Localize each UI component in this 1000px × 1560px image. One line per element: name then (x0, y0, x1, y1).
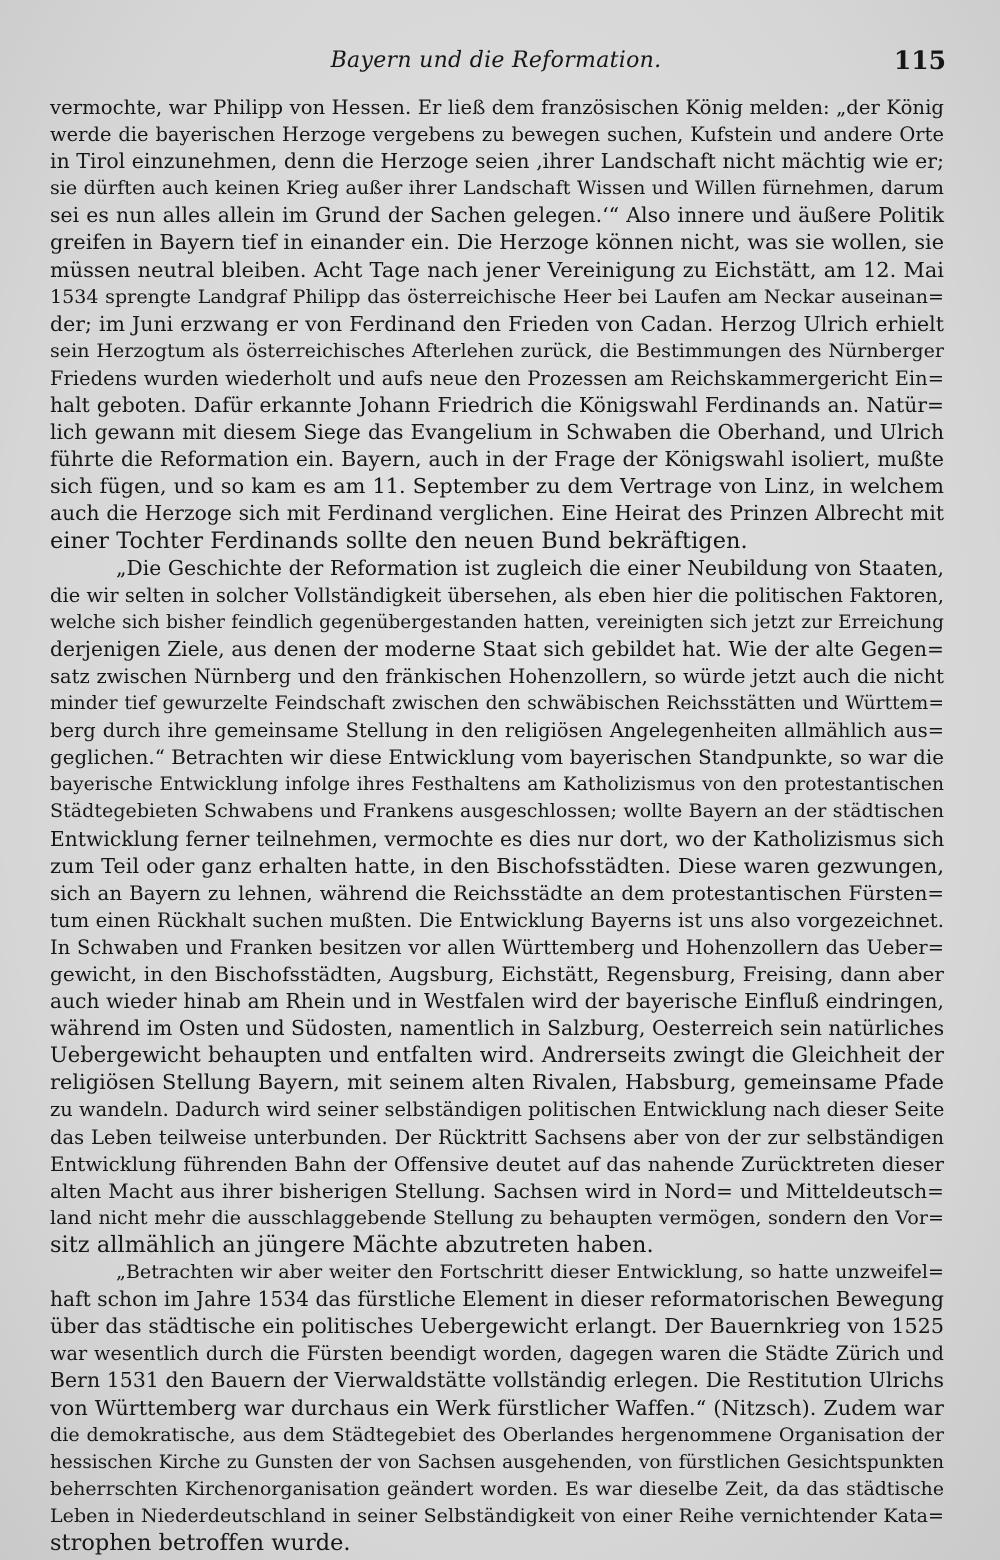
text-line: vermochte, war Philipp von Hessen. Er ließ dem französischen König melden: „der König (50, 96, 944, 119)
text-line: von Württemberg war durchaus ein Werk fürstlicher Waffen.“ (Nitzsch). Zudem war (50, 1395, 944, 1420)
text-line: Friedens wurden wiederholt und aufs neue den Prozessen am Reichskammergericht Ein= (50, 366, 944, 390)
paragraph (50, 555, 944, 1259)
paragraph (50, 94, 944, 555)
text-line: minder tief gewurzelte Feindschaft zwischen den schwäbischen Reichsstätten und Württem= (50, 693, 944, 715)
text-line: 1534 sprengte Landgraf Philipp das österreichische Heer bei Laufen am Neckar auseinan= (50, 285, 944, 308)
text-line: haft schon im Jahre 1534 das fürstliche Element in dieser reformatorischen Bewegung (50, 1287, 944, 1312)
text-line: sitz allmählich an jüngere Mächte abzutreten haben. (50, 1231, 654, 1258)
text-line: religiösen Stellung Bayern, mit seinem alten Rivalen, Habsburg, gemeinsame Pfade (50, 1070, 944, 1095)
paragraph (50, 1259, 944, 1557)
text-line: halt geboten. Dafür erkannte Johann Friedrich die Königswahl Ferdinands an. Natür= (50, 393, 944, 418)
text-line: welche sich bisher feindlich gegenübergestanden hatten, vereinigten sich jetzt zur Erreichung (50, 611, 944, 633)
text-line: berg durch ihre gemeinsame Stellung in den religiösen Angelegenheiten allmählich aus= (50, 719, 944, 743)
text-line: „Die Geschichte der Reformation ist zugleich die einer Neubildung von Staaten, (116, 555, 944, 580)
text-line: greifen in Bayern tief in einander ein. Die Herzoge können nicht, was sie wollen, sie (50, 230, 945, 255)
text-line: satz zwischen Nürnberg und den fränkischen Hohenzollern, so würde jetzt auch die nicht (50, 664, 944, 688)
text-line: der; im Juni erzwang er von Ferdinand den Frieden von Cadan. Herzog Ulrich erhielt (50, 311, 944, 336)
text-line: müssen neutral bleiben. Acht Tage nach jener Vereinigung zu Eichstätt, am 12. Mai (50, 257, 944, 282)
text-line: derjenigen Ziele, aus denen der moderne Staat sich gebildet hat. Wie der alte Gegen= (50, 636, 944, 661)
text-line: führte die Reformation ein. Bayern, auch in der Frage der Königswahl isoliert, mußte (50, 447, 944, 472)
text-line: beherrschten Kirchenorganisation geändert worden. Es war dieselbe Zeit, da das städtische (50, 1478, 944, 1500)
text-line: sich an Bayern zu lehnen, während die Reichsstädte an dem protestantischen Fürsten= (50, 881, 944, 905)
running-header (46, 44, 946, 80)
text-line: auch die Herzoge sich mit Ferdinand verglichen. Eine Heirat des Prinzen Albrecht mit (50, 501, 944, 526)
text-line: Bern 1531 den Bauern der Vierwaldstätte vollständig erlegen. Die Restitution Ulrichs (50, 1368, 944, 1393)
text-line: Uebergewicht behaupten und entfalten wird. Andrerseits zwingt die Gleichheit der (50, 1043, 944, 1068)
text-line: auch wieder hinab am Rhein und in Westfalen wird der bayerische Einfluß eindringen, (50, 989, 944, 1014)
text-line: zum Teil oder ganz erhalten hatte, in den Bischofsstädten. Diese waren gezwungen, (50, 853, 944, 878)
text-line: In Schwaben und Franken besitzen vor allen Württemberg und Hohenzollern das Ueber= (50, 935, 944, 959)
body-text (50, 94, 944, 1557)
text-line: Entwicklung ferner teilnehmen, vermochte es dies nur dort, wo der Katholizismus sich (50, 826, 945, 851)
text-line: die wir selten in solcher Vollständigkeit übersehen, als eben hier die politischen Faktoren, (50, 583, 944, 607)
page-number: 115 (893, 46, 946, 75)
text-line: die demokratische, aus dem Städtegebiet des Oberlandes hergenommene Organisation der (50, 1423, 944, 1446)
text-line: sich fügen, und so kam es am 11. September zu dem Vertrage von Linz, in welchem (50, 474, 944, 499)
text-line: Entwicklung führenden Bahn der Offensive deutet auf das nahende Zurücktreten dieser (50, 1152, 944, 1176)
text-line: Städtegebieten Schwabens und Frankens ausgeschlossen; wollte Bayern an der städtischen (50, 800, 944, 823)
text-line: einer Tochter Ferdinands sollte den neuen Bund bekräftigen. (50, 527, 748, 554)
text-line: bayerische Entwicklung infolge ihres Festhaltens am Katholizismus von den protestantischen (50, 774, 944, 796)
text-line: das Leben teilweise unterbunden. Der Rücktritt Sachsens aber von der zur selbständigen (50, 1125, 944, 1149)
text-line: war wesentlich durch die Fürsten beendigt worden, dagegen waren die Städte Zürich und (50, 1342, 944, 1366)
text-line: lich gewann mit diesem Siege das Evangelium in Schwaben die Oberhand, und Ulrich (50, 420, 944, 445)
text-line: „Betrachten wir aber weiter den Fortschritt dieser Entwicklung, so hatte unzweifel= (116, 1261, 944, 1284)
text-line: über das städtische ein politisches Uebergewicht erlangt. Der Bauernkrieg von 1525 (50, 1314, 944, 1339)
text-line: sie dürften auch keinen Krieg außer ihrer Landschaft Wissen und Willen fürnehmen, darum (50, 177, 944, 200)
text-line: während im Osten und Südosten, namentlich in Salzburg, Oesterreich sein natürliches (50, 1016, 945, 1041)
text-line: in Tirol einzunehmen, denn die Herzoge seien ‚ihrer Landschaft nicht mächtig wie er; (50, 149, 944, 174)
text-line: geglichen.“ Betrachten wir diese Entwicklung vom bayerischen Standpunkte, so war die (50, 746, 944, 770)
running-title: Bayern und die Reformation. (330, 48, 662, 73)
text-line: gewicht, in den Bischofsstädten, Augsburg, Eichstätt, Regensburg, Freising, dann aber (50, 962, 944, 986)
text-line: hessischen Kirche zu Gunsten der von Sachsen ausgehenden, von fürstlichen Gesichtspunkten (50, 1451, 944, 1473)
text-line: sei es nun alles allein im Grund der Sachen gelegen.‘“ Also innere und äußere Politik (50, 203, 944, 228)
text-line: zu wandeln. Dadurch wird seiner selbständigen politischen Entwicklung nach dieser Seite (50, 1098, 945, 1122)
text-line: tum einen Rückhalt suchen mußten. Die Entwicklung Bayerns ist uns also vorgezeichnet. (50, 908, 944, 932)
text-line: land nicht mehr die ausschlaggebende Stellung zu behaupten vermögen, sondern den Vor= (50, 1206, 944, 1229)
text-line: sein Herzogtum als österreichisches Afterlehen zurück, die Bestimmungen des Nürnberger (50, 339, 944, 362)
text-line: alten Macht aus ihrer bisherigen Stellung. Sachsen wird in Nord= und Mitteldeutsch= (50, 1178, 944, 1203)
text-line: Leben in Niederdeutschland in seiner Selbständigkeit von einer Reihe vernichtender Kata= (50, 1504, 944, 1527)
text-line: werde die bayerischen Herzoge vergebens zu bewegen suchen, Kufstein und andere Orte (50, 123, 944, 147)
text-line: strophen betroffen wurde. (50, 1529, 351, 1556)
